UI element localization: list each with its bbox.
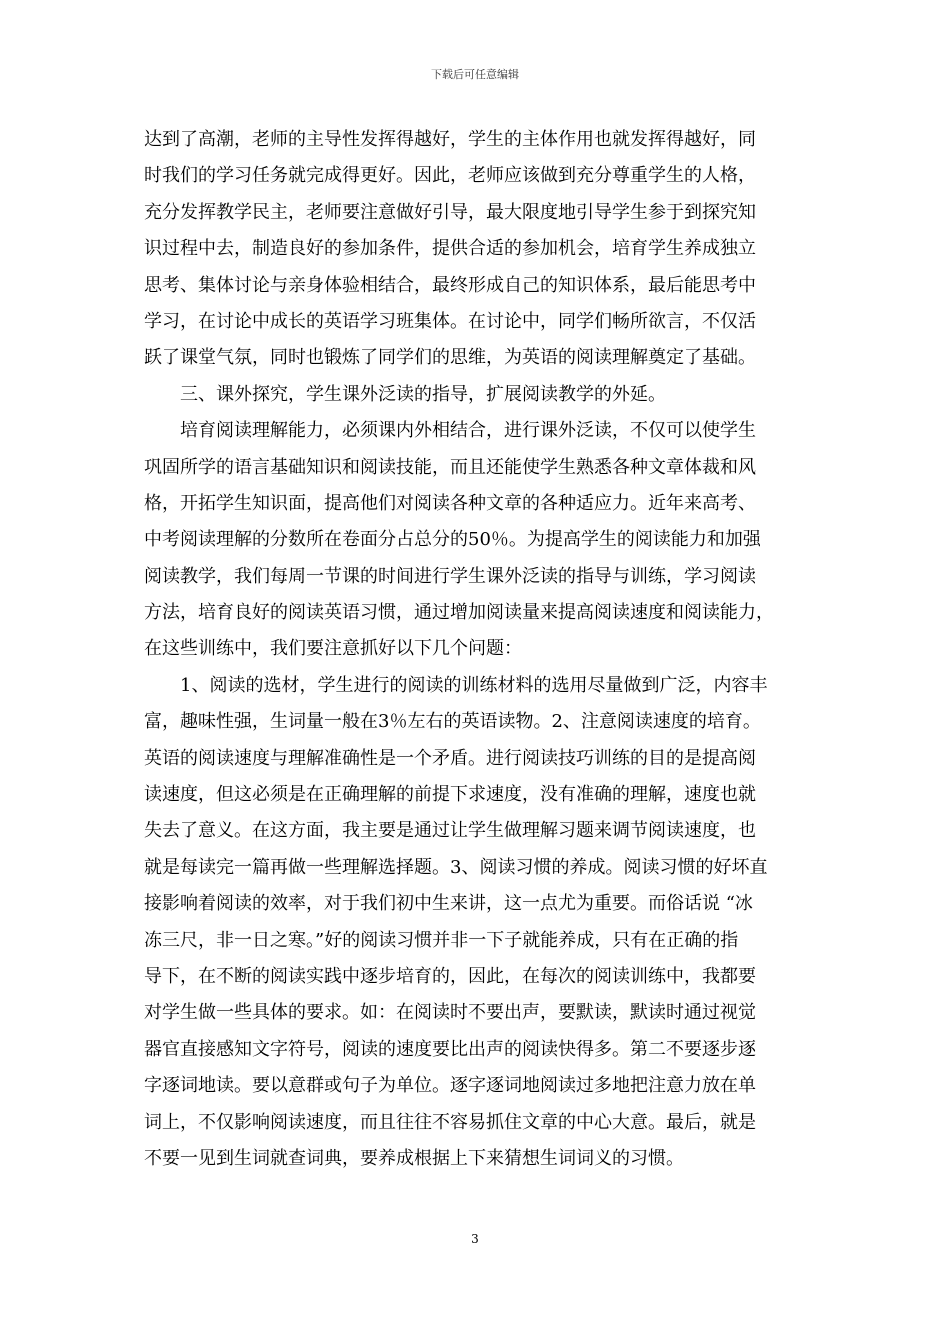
text-line: 中考阅读理解的分数所在卷面分占总分的50％。为提高学生的阅读能力和加强: [144, 529, 761, 551]
text-line: 导下，在不断的阅读实践中逐步培育的，因此，在每次的阅读训练中，我都要: [144, 965, 756, 987]
text-line: 不要一见到生词就查词典，要养成根据上下来猜想生词词义的习惯。: [144, 1147, 684, 1169]
text-line: 时我们的学习任务就完成得更好。因此，老师应该做到充分尊重学生的人格，: [144, 165, 756, 187]
text-line: 跃了课堂气氛，同时也锻炼了同学们的思维，为英语的阅读理解奠定了基础。: [144, 347, 756, 369]
text-line: 方法，培育良好的阅读英语习惯，通过增加阅读量来提高阅读速度和阅读能力，: [144, 602, 774, 624]
text-line: 充分发挥教学民主，老师要注意做好引导，最大限度地引导学生参于到探究知: [144, 201, 756, 223]
text-line: 1、阅读的选材，学生进行的阅读的训练材料的选用尽量做到广泛，内容丰: [180, 674, 768, 696]
text-line: 失去了意义。在这方面，我主要是通过让学生做理解习题来调节阅读速度，也: [144, 820, 756, 842]
text-line: 冻三尺，非一日之寒。”好的阅读习惯并非一下子就能养成，只有在正确的指: [144, 929, 739, 951]
text-line: 富，趣味性强，生词量一般在3％左右的英语读物。2、注意阅读速度的培育。: [144, 711, 761, 733]
text-line: 达到了高潮，老师的主导性发挥得越好，学生的主体作用也就发挥得越好，同: [144, 129, 756, 150]
section-heading: 三、课外探究，学生课外泛读的指导，扩展阅读教学的外延。: [180, 383, 666, 405]
body-text: [144, 122, 816, 1177]
page-header: 下载后可任意编辑: [431, 68, 519, 81]
text-line: 英语的阅读速度与理解准确性是一个矛盾。进行阅读技巧训练的目的是提高阅: [144, 747, 756, 769]
text-line: 培育阅读理解能力，必须课内外相结合，进行课外泛读，不仅可以使学生: [180, 420, 756, 442]
text-line: 词上，不仅影响阅读速度，而且往往不容易抓住文章的中心大意。最后，就是: [144, 1111, 756, 1133]
page-number: 3: [471, 1232, 479, 1246]
text-line: 就是每读完一篇再做一些理解选择题。3、阅读习惯的养成。阅读习惯的好坏直: [144, 856, 768, 878]
text-line: 读速度，但这必须是在正确理解的前提下求速度，没有准确的理解，速度也就: [144, 784, 756, 806]
text-line: 在这些训练中，我们要注意抓好以下几个问题：: [144, 638, 522, 660]
text-line: 对学生做一些具体的要求。如：在阅读时不要出声，要默读，默读时通过视觉: [144, 1002, 756, 1024]
text-line: 字逐词地读。要以意群或句子为单位。逐字逐词地阅读过多地把注意力放在单: [144, 1075, 756, 1097]
text-line: 格，开拓学生知识面，提高他们对阅读各种文章的各种适应力。近年来高考、: [144, 492, 756, 514]
text-line: 器官直接感知文字符号，阅读的速度要比出声的阅读快得多。第二不要逐步逐: [144, 1038, 756, 1060]
text-line: 识过程中去，制造良好的参加条件，提供合适的参加机会，培育学生养成独立: [144, 238, 756, 260]
text-line: 学习，在讨论中成长的英语学习班集体。在讨论中，同学们畅所欲言，不仅活: [144, 310, 756, 332]
text-line: 巩固所学的语言基础知识和阅读技能，而且还能使学生熟悉各种文章体裁和风: [144, 456, 756, 478]
text-line: 思考、集体讨论与亲身体验相结合，最终形成自己的知识体系，最后能思考中: [144, 274, 756, 296]
text-line: 接影响着阅读的效率，对于我们初中生来讲，这一点尤为重要。而俗话说 “冰: [144, 893, 753, 915]
text-line: 阅读教学，我们每周一节课的时间进行学生课外泛读的指导与训练，学习阅读: [144, 565, 756, 587]
